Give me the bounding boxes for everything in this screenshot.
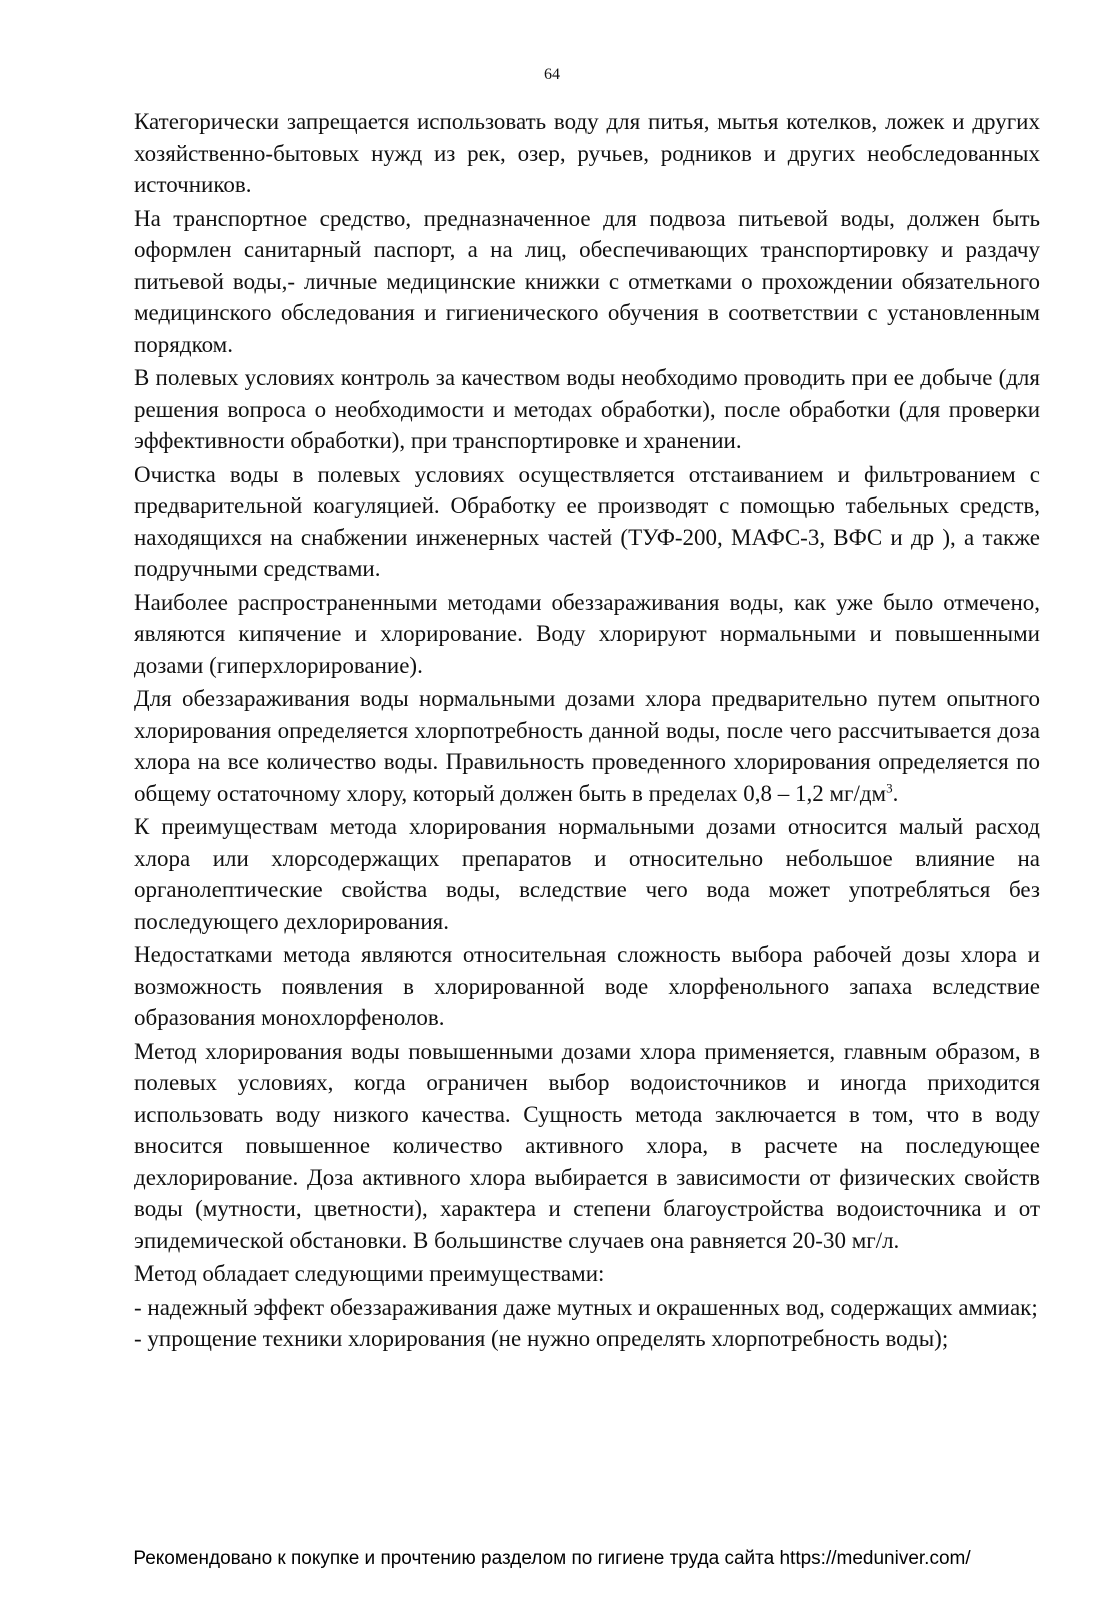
paragraph-4 — [134, 459, 1040, 585]
superscript-3: 3 — [886, 779, 893, 795]
list-item-2-text: - упрощение техники хлорирования (не нужно определять хлорпотребность воды); — [134, 1326, 949, 1351]
paragraph-5 — [134, 587, 1040, 682]
paragraph-5-text: Наиболее распространенными методами обеззараживания воды, как уже было отмечено, являются кипячение и хлорирование. Воду хлорируют нормальными и повышенными дозами (гиперхлорирование). — [134, 589, 1040, 678]
paragraph-10 — [134, 1258, 1040, 1290]
page-number: 64 — [544, 66, 560, 83]
paragraph-6 — [134, 683, 1040, 809]
list-item-1 — [134, 1292, 1040, 1324]
paragraph-1 — [134, 106, 1040, 201]
paragraph-6-text: Для обеззараживания воды нормальными дозами хлора предварительно путем опытного хлорирования определяется хлорпотребность данной воды, после чего рассчитывается доза хлора на все количество воды. Правильность проведенного хлорирования определяется по общему остаточному хлору, который должен быть в пределах 0,8 – 1,2 мг/дм — [134, 686, 1040, 806]
list-item-1-text: - надежный эффект обеззараживания даже мутных и окрашенных вод, содержащих аммиак; — [134, 1294, 1038, 1320]
list-item-2 — [134, 1323, 1040, 1355]
paragraph-4-text: Очистка воды в полевых условиях осуществляется отстаиванием и фильтрованием с предварительной коагуляцией. Обработку ее производят с помощью табельных средств, находящихся на снабжении инженерных частей (ТУФ-200, МАФС-3, ВФС и др ), а также подручными средствами. — [134, 461, 1040, 581]
paragraph-8 — [134, 939, 1040, 1034]
paragraph-7 — [134, 811, 1040, 937]
paragraph-3-text: В полевых условиях контроль за качеством воды необходимо проводить при ее добыче (для решения вопроса о необходимости и методах обработки), после обработки (для проверки эффективности обработки), при транспортировке и хранении. — [134, 365, 1040, 453]
document-body — [134, 106, 1040, 1355]
paragraph-3 — [134, 362, 1040, 457]
paragraph-6-tail: . — [892, 780, 899, 806]
paragraph-1-text: Категорически запрещается использовать воду для питья, мытья котелков, ложек и других хозяйственно-бытовых нужд из рек, озер, ручьев, родников и других необследованных источников. — [134, 109, 1040, 197]
footer-note: Рекомендовано к покупке и прочтению разделом по гигиене труда сайта https://meduniver.com/ — [133, 1548, 971, 1569]
paragraph-7-text: К преимуществам метода хлорирования нормальными дозами относится малый расход хлора или хлорсодержащих препаратов и относительно небольшое влияние на органолептические свойства воды, вследствие чего вода может употребляться без последующего дехлорирования. — [134, 814, 1040, 934]
paragraph-10-text: Метод обладает следующими преимуществами: — [134, 1261, 605, 1286]
paragraph-9-text: Метод хлорирования воды повышенными дозами хлора применяется, главным образом, в полевых условиях, когда ограничен выбор водоисточников и иногда приходится использовать воду низкого качества. Сущность метода заключается в том, что в воду вносится повышенное количество активного хлора, в расчете на последующее дехлорирование. Доза активного хлора выбирается в зависимости от физических свойств воды (мутности, цветности), характера и степени благоустройства водоисточника и от эпидемической обстановки. В большинстве случаев она равняется 20-30 мг/л. — [134, 1038, 1040, 1253]
paragraph-9 — [134, 1036, 1040, 1257]
paragraph-2 — [134, 203, 1040, 361]
paragraph-8-text: Недостатками метода являются относительная сложность выбора рабочей дозы хлора и возможность появления в хлорированной воде хлорфенольного запаха вследствие образования монохлорфенолов. — [134, 942, 1040, 1030]
paragraph-2-text: На транспортное средство, предназначенное для подвоза питьевой воды, должен быть оформлен санитарный паспорт, а на лиц, обеспечивающих транспортировку и раздачу питьевой воды,- личные медицинские книжки с отметками о прохождении обязательного медицинского обследования и гигиенического обучения в соответствии с установленным порядком. — [134, 205, 1040, 357]
